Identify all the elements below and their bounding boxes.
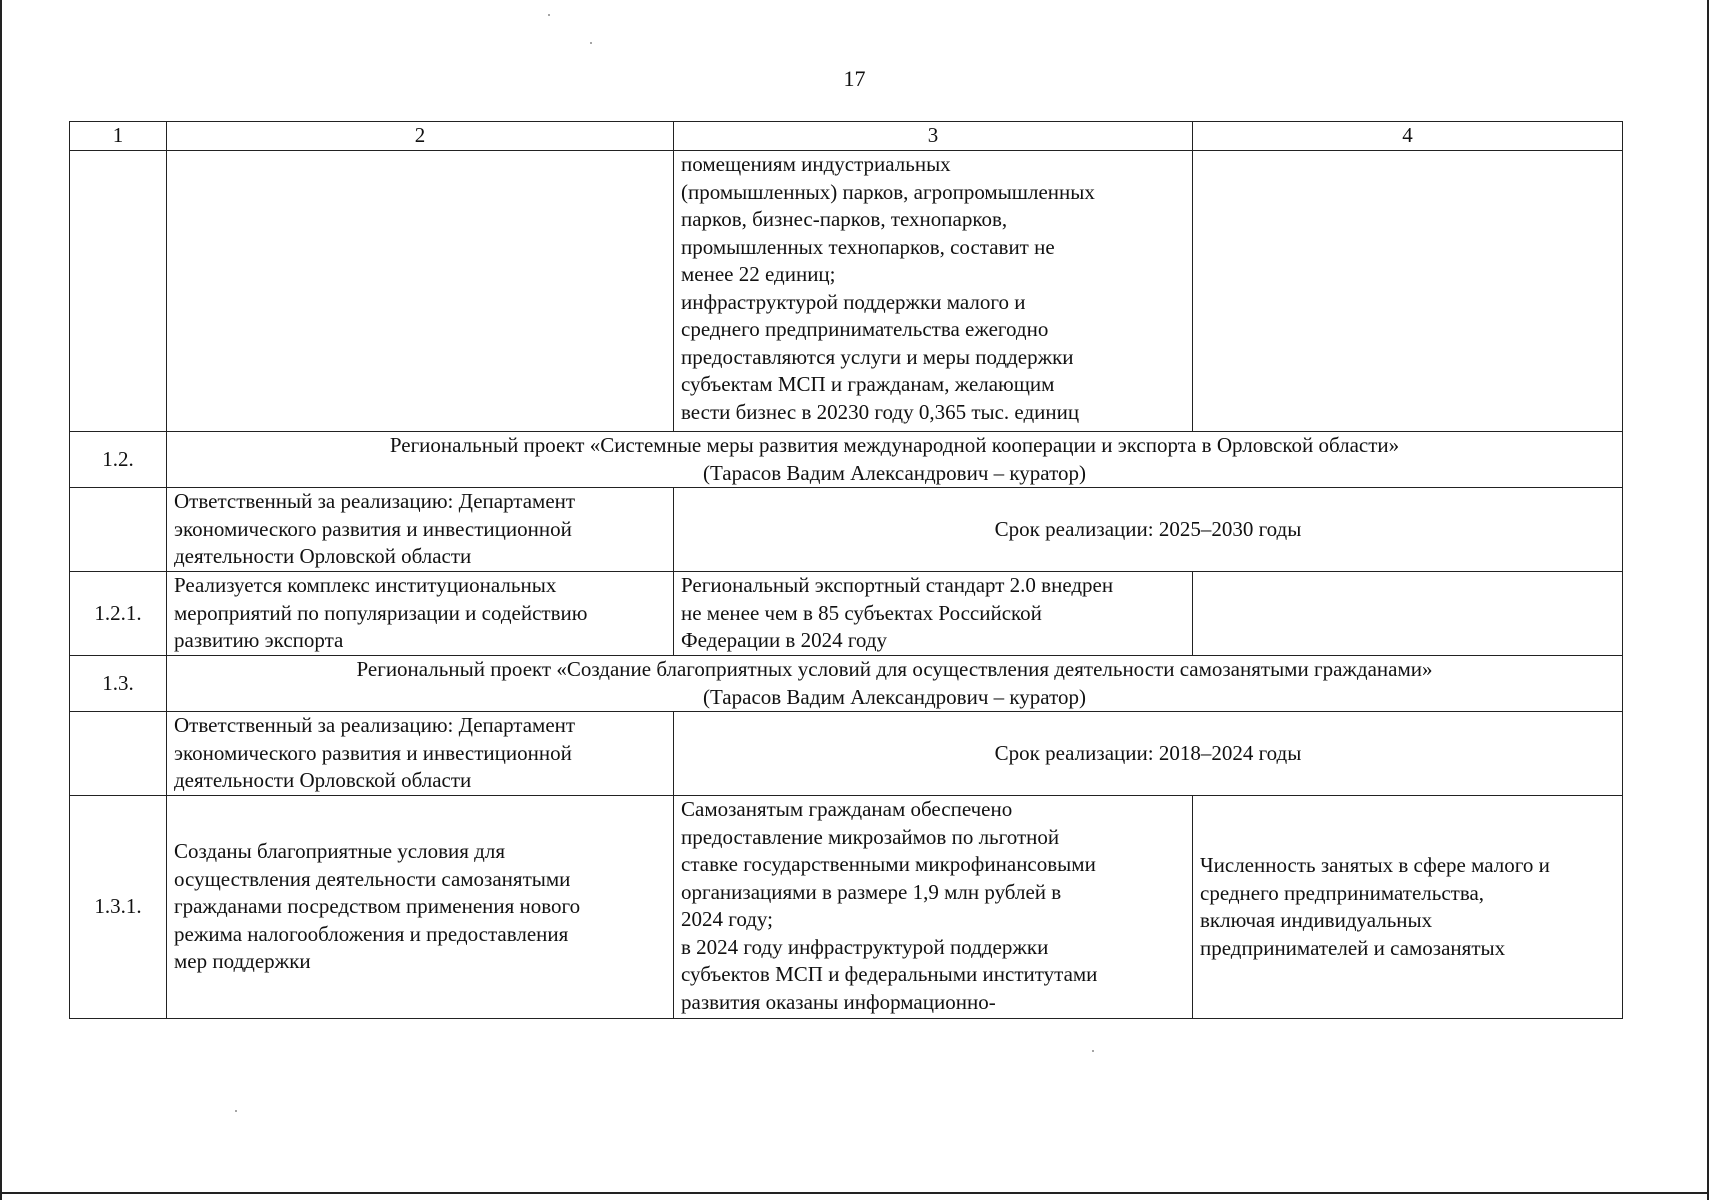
page-bottom-border <box>0 1192 1709 1194</box>
scan-speck <box>1092 1050 1094 1052</box>
result-cell <box>167 151 674 432</box>
project-row <box>70 432 1623 488</box>
page-left-border <box>0 0 2 1200</box>
page-number: 17 <box>843 66 866 91</box>
table-row <box>70 151 1623 432</box>
indicator-cell <box>1193 572 1623 656</box>
column-header-4: 4 <box>1193 122 1623 151</box>
row-number: 1.2.1. <box>70 572 167 656</box>
row-number: 1.3.1. <box>70 796 167 1019</box>
project-row <box>70 656 1623 712</box>
project-title: Региональный проект «Системные меры развития международной кооперации и экспорта в Орловской области» (Тарасов Вадим Александрович – куратор) <box>167 432 1623 488</box>
responsible-cell: Ответственный за реализацию: Департамент экономического развития и инвестиционной деятельности Орловской области <box>167 712 674 796</box>
row-number: 1.3. <box>70 656 167 712</box>
program-table <box>69 121 1623 1019</box>
row-number: 1.2. <box>70 432 167 488</box>
indicator-cell <box>1193 151 1623 432</box>
table-row <box>70 796 1623 1019</box>
characteristic-cell: помещениям индустриальных (промышленных) парков, агропромышленных парков, бизнес-парков, технопарков, промышленных технопарков, составит не менее 22 единиц; инфраструктурой поддержки малого и среднего предпринимательства ежегодно предоставляются услуги и меры поддержки субъектам МСП и гражданам, желающим вести бизнес в 20230 году 0,365 тыс. единиц <box>674 151 1193 432</box>
scan-speck <box>235 1110 237 1112</box>
scan-speck <box>590 42 592 44</box>
project-title: Региональный проект «Создание благоприятных условий для осуществления деятельности самозанятыми гражданами» (Тарасов Вадим Александрович – куратор) <box>167 656 1623 712</box>
responsible-row <box>70 488 1623 572</box>
responsible-row <box>70 712 1623 796</box>
responsible-cell: Ответственный за реализацию: Департамент экономического развития и инвестиционной деятельности Орловской области <box>167 488 674 572</box>
indicator-cell: Численность занятых в сфере малого и среднего предпринимательства, включая индивидуальных предпринимателей и самозанятых <box>1193 796 1623 1019</box>
term-cell: Срок реализации: 2025–2030 годы <box>674 488 1623 572</box>
table-row <box>70 572 1623 656</box>
scan-speck <box>548 14 550 16</box>
column-header-1: 1 <box>70 122 167 151</box>
row-number <box>70 488 167 572</box>
characteristic-cell: Региональный экспортный стандарт 2.0 внедрен не менее чем в 85 субъектах Российской Федерации в 2024 году <box>674 572 1193 656</box>
result-cell: Реализуется комплекс институциональных мероприятий по популяризации и содействию развитию экспорта <box>167 572 674 656</box>
column-header-2: 2 <box>167 122 674 151</box>
column-header-3: 3 <box>674 122 1193 151</box>
characteristic-cell: Самозанятым гражданам обеспечено предоставление микрозаймов по льготной ставке государственными микрофинансовыми организациями в размере 1,9 млн рублей в 2024 году; в 2024 году инфраструктурой поддержки субъектов МСП и федеральными институтами развития оказаны информационно- <box>674 796 1193 1019</box>
result-cell: Созданы благоприятные условия для осуществления деятельности самозанятыми гражданами посредством применения нового режима налогообложения и предоставления мер поддержки <box>167 796 674 1019</box>
row-number <box>70 712 167 796</box>
table-header-row <box>70 122 1623 151</box>
row-number <box>70 151 167 432</box>
term-cell: Срок реализации: 2018–2024 годы <box>674 712 1623 796</box>
